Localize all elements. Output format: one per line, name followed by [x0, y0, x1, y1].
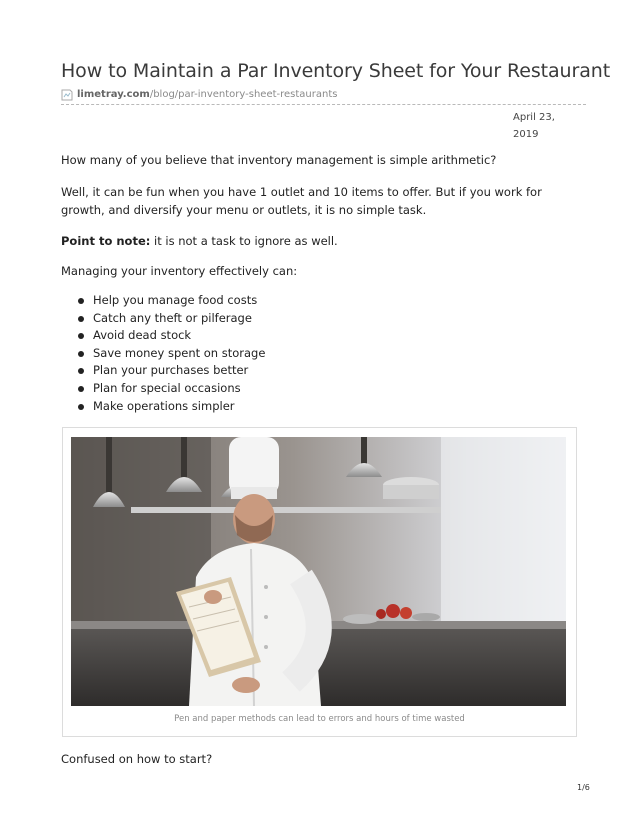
page-number: 1/6: [577, 783, 590, 792]
note-label: Point to note:: [61, 234, 151, 248]
list-item: Make operations simpler: [61, 398, 461, 416]
source-domain: limetray.com: [77, 89, 150, 100]
chef-kitchen-illustration: [71, 437, 566, 706]
managing-paragraph: Managing your inventory effectively can:: [61, 264, 298, 278]
growth-paragraph: Well, it can be fun when you have 1 outlet and 10 items to offer. But if you work for growth, and diversify your menu or outlets, it is no simple task.: [61, 185, 542, 217]
article-figure: [62, 427, 577, 737]
broken-image-icon: [61, 89, 73, 101]
page-title: How to Maintain a Par Inventory Sheet for Your Restaurant: [61, 60, 611, 82]
source-link[interactable]: [77, 88, 337, 101]
note-paragraph: [61, 232, 581, 250]
list-item: Plan your purchases better: [61, 362, 461, 380]
source-row: [61, 86, 586, 105]
list-item: Help you manage food costs: [61, 292, 461, 310]
benefits-list: [61, 292, 461, 415]
image-caption: Pen and paper methods can lead to errors and hours of time wasted: [174, 714, 465, 724]
list-item: Plan for special occasions: [61, 380, 461, 398]
note-text: it is not a task to ignore as well.: [150, 234, 338, 248]
bullet-icon: [78, 298, 84, 304]
publish-date: [513, 109, 573, 143]
list-item: Save money spent on storage: [61, 345, 461, 363]
list-item: Catch any theft or pilferage: [61, 310, 461, 328]
bullet-icon: [78, 368, 84, 374]
date-line-1: April 23,: [513, 112, 555, 123]
closing-paragraph: Confused on how to start?: [61, 752, 213, 766]
chef-kitchen-photo: [71, 437, 566, 706]
source-path: /blog/par-inventory-sheet-restaurants: [149, 89, 338, 100]
bullet-icon: [78, 386, 84, 392]
bullet-icon: [78, 351, 84, 357]
intro-paragraph: How many of you believe that inventory management is simple arithmetic?: [61, 153, 497, 167]
bullet-icon: [78, 316, 84, 322]
list-item: Avoid dead stock: [61, 327, 461, 345]
bullet-icon: [78, 333, 84, 339]
bullet-icon: [78, 404, 84, 410]
date-line-2: 2019: [513, 129, 539, 140]
